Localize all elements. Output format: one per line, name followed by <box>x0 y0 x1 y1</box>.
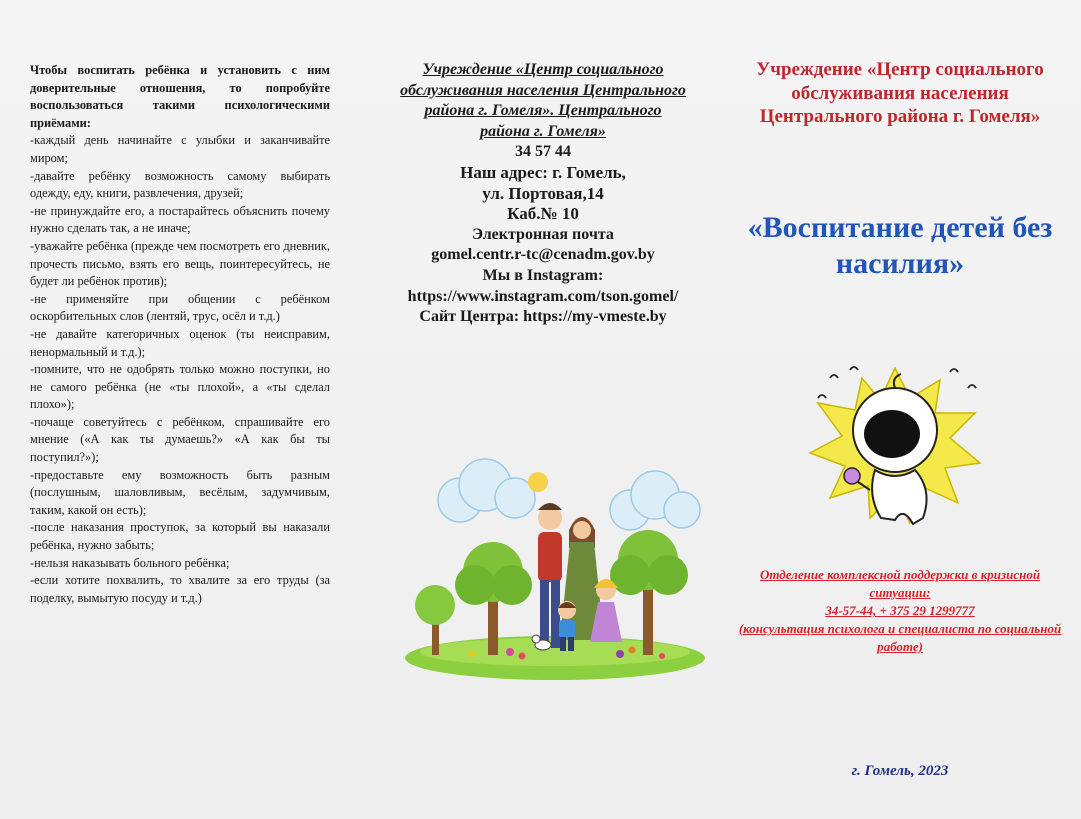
contacts-email-label: Электронная почта <box>472 225 614 243</box>
crying-baby-illustration <box>800 358 990 533</box>
contacts-org-name: Учреждение «Центр социального обслуживания населения Центрального района г. Гомеля». Центрального района г. Гомеля» <box>400 61 686 140</box>
tips-intro: Чтобы воспитать ребёнка и установить с ним доверительные отношения, то попробуйте воспользоваться такими психологическими приёмами: <box>30 63 330 130</box>
department-name: Отделение комплексной поддержки в кризисной ситуации: <box>759 567 1041 600</box>
tip-item: -предоставьте ему возможность быть разным (послушным, шаловливым, весёлым, задумчивым, таким, какой он есть); <box>30 467 330 517</box>
contacts-address-line1: Наш адрес: г. Гомель, <box>460 162 626 182</box>
contacts-address-line2: ул. Портовая,14 <box>482 183 604 203</box>
tip-item: -давайте ребёнку возможность самому выбирать одежду, еду, книги, развлечения, друзей; <box>30 168 330 201</box>
tip-item: -уважайте ребёнка (прежде чем посмотреть его дневник, прочесть письмо, взять его вещь, поинтересуйтесь, не будет ли ребёнок против); <box>30 238 330 289</box>
tips-list <box>30 132 330 607</box>
contacts-phone: 34 57 44 <box>515 143 571 161</box>
contacts-instagram: https://www.instagram.com/tson.gomel/ <box>407 287 679 305</box>
tip-item: -не применяйте при общении с ребёнком оскорбительных слов (лентяй, трус, осёл и т.д.) <box>30 291 330 324</box>
contacts-site: Сайт Центра: https://my-vmeste.by <box>419 308 667 326</box>
department-phones: 34-57-44, + 375 29 1299777 <box>825 603 975 618</box>
contacts-instagram-label: Мы в Instagram: <box>482 266 604 284</box>
cover-title: «Воспитание детей без насилия» <box>747 211 1053 280</box>
tip-item: -помните, что не одобрять только можно поступки, но не самого ребёнка (не «ты плохой», а «ты сделал плохо»); <box>30 362 330 412</box>
tip-item: -каждый день начинайте с улыбки и заканчивайте миром; <box>30 133 330 165</box>
tip-item: -нельзя наказывать больного ребёнка; <box>30 555 230 570</box>
tip-item: -если хотите похвалить, то хвалите за его труды (за поделку, вымытую посуду и т.д.) <box>30 573 330 605</box>
tip-item: -не давайте категоричных оценок (ты неисправим, ненормальный и т.д.); <box>30 326 330 359</box>
contacts-office: Каб.№ 10 <box>507 204 579 224</box>
contacts-column <box>398 60 688 328</box>
cover-column <box>730 58 1070 129</box>
department-info <box>730 566 1070 656</box>
cover-org-name: Учреждение «Центр социального обслуживания населения Центрального района г. Гомеля» <box>756 59 1044 127</box>
tip-item: -после наказания проступок, за который вы наказали ребёнка, нужно забыть; <box>30 520 330 553</box>
tips-column <box>30 62 330 607</box>
family-illustration <box>400 440 710 680</box>
contacts-email: gomel.centr.r-tc@cenadm.gov.by <box>431 246 655 264</box>
tip-item: -не принуждайте его, а постарайтесь объяснить почему нужно сделать так, а не иначе; <box>30 203 330 236</box>
tip-item: -почаще советуйтесь с ребёнком, спрашивайте его мнение («А как ты думаешь?» «А как бы ты поступил?»); <box>30 414 330 465</box>
cover-footer: г. Гомель, 2023 <box>851 763 949 779</box>
department-consult: (консультация психолога и специалиста по социальной работе) <box>738 621 1062 654</box>
